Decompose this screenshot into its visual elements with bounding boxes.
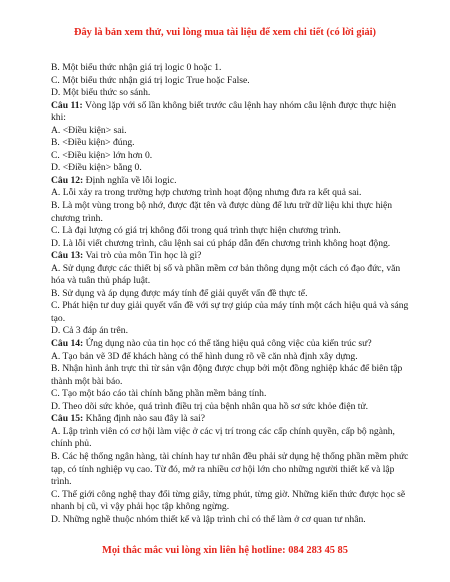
answer-option: C. <Điều kiện> lớn hơn 0. bbox=[51, 149, 153, 161]
answer-option: C. Tạo một báo cáo tài chính bằng phần mềm bảng tính. bbox=[51, 388, 267, 400]
answer-option: D. Theo dõi sức khỏe, quá trình điều trị của bệnh nhân qua hồ sơ sức khỏe điện tử. bbox=[51, 400, 369, 412]
question-number: Câu 12: bbox=[51, 174, 84, 186]
answer-option: C. Phát hiện tư duy giải quyết vấn đề với sự trợ giúp của máy tính một cách hiệu quả và sáng tạo. bbox=[51, 300, 409, 324]
question-text: Vai trò của môn Tin học là gì? bbox=[83, 250, 202, 262]
question-number: Câu 13: bbox=[51, 250, 84, 262]
answer-option: B. Một biểu thức nhận giá trị logic 0 hoặc 1. bbox=[51, 62, 222, 73]
answer-option: A. Lỗi xảy ra trong trường hợp chương trình hoạt động nhưng đưa ra kết quả sai. bbox=[51, 187, 362, 199]
preview-notice-banner: Đây là bản xem thử, vui lòng mua tài liệu để xem chi tiết (có lời giải) bbox=[73, 27, 377, 38]
hotline-banner: Mọi thắc mắc vui lòng xin liên hệ hotline: 084 283 45 85 bbox=[102, 545, 348, 556]
question-stem bbox=[51, 175, 411, 188]
answer-option: B. Là một vùng trong bộ nhớ, được đặt tên và được dùng để lưu trữ dữ liệu khi thực hiện chương trình. bbox=[51, 200, 393, 224]
answer-option: B. <Điều kiện> đúng. bbox=[51, 137, 135, 149]
answer-option: D. Những nghề thuộc nhóm thiết kế và lập trình chỉ có thể làm ở cơ quan tư nhân. bbox=[51, 513, 366, 525]
question-text: Ứng dụng nào của tin học có thể tăng hiệu quả công việc của kiến trúc sư? bbox=[83, 338, 372, 350]
question-text: Vòng lặp với số lần không biết trước câu lệnh hay nhóm câu lệnh được thực hiện khi: bbox=[51, 99, 397, 124]
question-stem bbox=[51, 338, 411, 351]
question-stem bbox=[51, 100, 411, 125]
answer-option: D. Là lỗi viết chương trình, câu lệnh sai cú pháp dẫn đến chương trình không hoạt động. bbox=[51, 237, 391, 249]
answer-option: D. Một biểu thức so sánh. bbox=[51, 87, 151, 99]
answer-option: A. Lập trình viên có cơ hội làm việc ở các vị trí trong các cấp chính quyền, cấp bộ ngành, chính phủ. bbox=[51, 425, 395, 450]
answer-option: B. Sử dụng và áp dụng được máy tính để giải quyết vấn đề thực tế. bbox=[51, 287, 308, 299]
question-number: Câu 15: bbox=[51, 413, 84, 425]
answer-option: A. Sử dụng được các thiết bị số và phần mềm cơ bản thông dụng một cách có đạo đức, văn hóa và tuân thủ pháp luật. bbox=[51, 262, 401, 287]
answer-option: B. Các hệ thống ngân hàng, tài chính hay tư nhân đều phải sử dụng hệ thống phần mềm phức tạp, có tính nghiệp vụ cao. Từ đó, mở ra nhiều cơ hội lớn cho những người thiết kế và lập trình. bbox=[51, 450, 409, 488]
question-number: Câu 14: bbox=[51, 338, 84, 350]
question-text: Khẳng định nào sau đây là sai? bbox=[83, 413, 206, 425]
answer-option: D. Cả 3 đáp án trên. bbox=[51, 325, 128, 337]
question-content bbox=[51, 62, 411, 526]
answer-option: C. Là đại lượng có giá trị không đổi trong quá trình thực hiện chương trình. bbox=[51, 225, 341, 237]
answer-option: A. Tạo bản vẽ 3D để khách hàng có thể hình dung rõ về căn nhà định xây dựng. bbox=[51, 350, 358, 362]
question-number: Câu 11: bbox=[51, 99, 83, 111]
answer-option: B. Nhận hình ảnh trực thì từ sản vận động được chụp bởi một đồng nghiệp khác để biên tập thành một bài báo. bbox=[51, 363, 403, 387]
answer-option: C. Thế giới công nghệ thay đổi từng giây, từng phút, từng giờ. Những kiến thức được học sẽ nhanh bị cũ, vì vậy phải học tập không ngừng. bbox=[51, 488, 406, 513]
answer-option: A. <Điều kiện> sai. bbox=[51, 124, 127, 136]
question-text: Định nghĩa về lỗi logic. bbox=[83, 174, 177, 186]
answer-option: C. Một biểu thức nhận giá trị logic True hoặc False. bbox=[51, 74, 250, 86]
question-stem bbox=[51, 413, 411, 426]
question-stem bbox=[51, 250, 411, 263]
answer-option: D. <Điều kiện> bằng 0. bbox=[51, 162, 142, 174]
